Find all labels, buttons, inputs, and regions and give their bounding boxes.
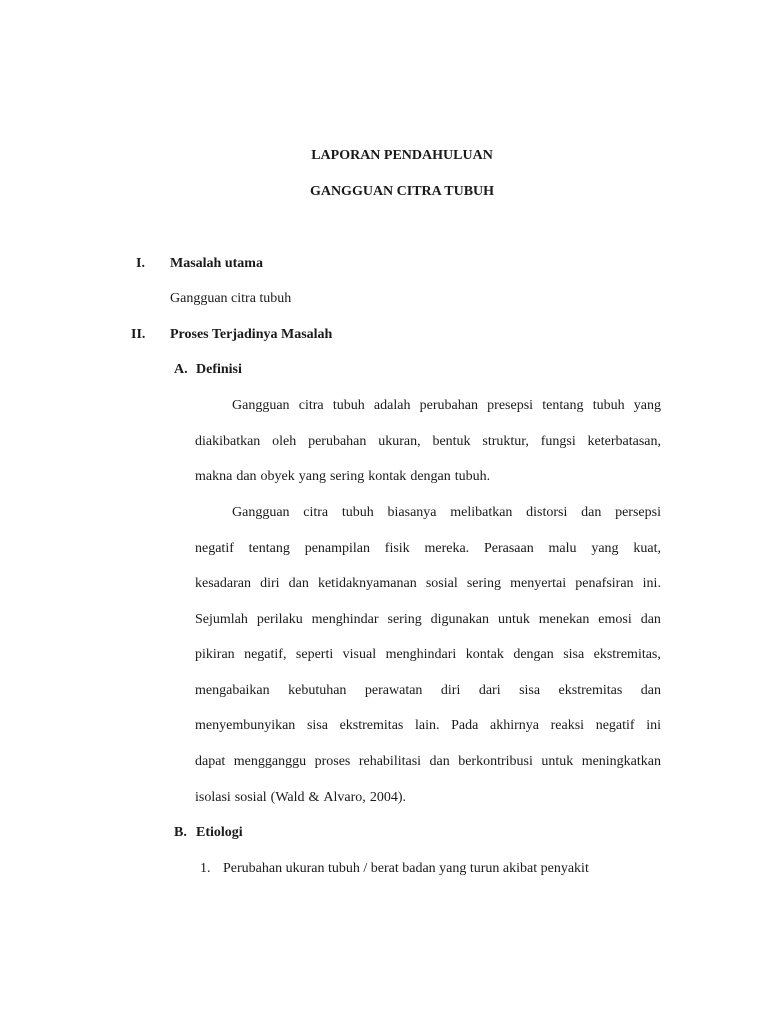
etiology-item-1-number: 1.: [200, 861, 211, 876]
paragraph-word: ukuran,: [378, 434, 421, 449]
paragraph-word: Perasaan: [483, 541, 534, 556]
paragraph-word: kebutuhan: [288, 683, 347, 698]
paragraph-word: fungsi: [540, 434, 576, 449]
definition-paragraph-2-line-1: [232, 505, 661, 521]
paragraph-word: tubuh: [341, 505, 374, 520]
paragraph-word: rehabilitasi: [358, 754, 422, 769]
paragraph-word: presepsi: [487, 398, 534, 413]
definition-paragraph-2-line-4: [195, 612, 661, 628]
subsection-b-label: B.: [174, 825, 187, 840]
paragraph-word: negatif,: [244, 647, 287, 662]
paragraph-word: melibatkan: [450, 505, 513, 520]
paragraph-word: yang: [298, 469, 326, 484]
definition-paragraph-2-line-8: [195, 754, 661, 770]
paragraph-word: menyembunyikan: [195, 718, 296, 733]
definition-paragraph-2-line-9: [195, 790, 661, 806]
paragraph-word: sosial: [425, 576, 458, 591]
definition-paragraph-2-line-6: [195, 683, 661, 699]
paragraph-word: dari: [478, 683, 501, 698]
paragraph-word: mereka.: [424, 541, 470, 556]
paragraph-word: sosial: [234, 790, 267, 805]
paragraph-word: yang: [633, 398, 661, 413]
paragraph-word: menghindari: [385, 647, 457, 662]
paragraph-word: dan: [640, 612, 661, 627]
paragraph-word: negatif: [595, 718, 635, 733]
paragraph-word: Pada: [451, 718, 479, 733]
paragraph-word: emosi: [598, 612, 632, 627]
paragraph-word: Gangguan: [232, 398, 290, 413]
paragraph-word: seperti: [295, 647, 334, 662]
definition-paragraph-1-line-2: [195, 434, 661, 450]
section-2-heading: Proses Terjadinya Masalah: [170, 327, 333, 342]
paragraph-word: tentang: [542, 398, 584, 413]
paragraph-word: dan: [429, 754, 450, 769]
paragraph-word: dan: [581, 505, 602, 520]
paragraph-word: lain.: [415, 718, 440, 733]
paragraph-word: sisa: [306, 718, 328, 733]
paragraph-word: distorsi: [526, 505, 568, 520]
paragraph-word: 2004).: [369, 790, 406, 805]
paragraph-word: adalah: [373, 398, 411, 413]
subsection-b-heading: Etiologi: [196, 825, 243, 840]
paragraph-word: proses: [314, 754, 351, 769]
paragraph-word: bentuk: [432, 434, 471, 449]
section-1-number: I.: [136, 256, 145, 271]
definition-paragraph-1-line-1: [232, 398, 661, 414]
paragraph-word: tubuh: [332, 398, 365, 413]
paragraph-word: malu: [548, 541, 577, 556]
paragraph-word: untuk: [497, 612, 530, 627]
paragraph-word: menghindar: [311, 612, 379, 627]
paragraph-word: dengan: [410, 469, 451, 484]
paragraph-word: mengganggu: [233, 754, 307, 769]
paragraph-word: ini.: [642, 576, 661, 591]
paragraph-word: keterbatasan,: [587, 434, 661, 449]
paragraph-word: dan: [288, 576, 309, 591]
paragraph-word: sisa: [519, 683, 541, 698]
paragraph-word: menyertai: [510, 576, 567, 591]
paragraph-word: isolasi: [195, 790, 231, 805]
paragraph-word: citra: [298, 398, 324, 413]
section-1-heading: Masalah utama: [170, 256, 263, 271]
paragraph-word: akhirnya: [490, 718, 539, 733]
paragraph-word: diri: [440, 683, 461, 698]
definition-paragraph-2-line-3: [195, 576, 661, 592]
definition-paragraph-1-line-3: [195, 469, 661, 485]
paragraph-word: kontak: [368, 469, 407, 484]
paragraph-word: mengabaikan: [195, 683, 270, 698]
definition-paragraph-2-line-7: [195, 718, 661, 734]
paragraph-word: penampilan: [304, 541, 370, 556]
paragraph-word: dapat: [195, 754, 226, 769]
paragraph-word: berkontribusi: [458, 754, 533, 769]
definition-paragraph-2-line-5: [195, 647, 661, 663]
paragraph-word: ini: [646, 718, 661, 733]
paragraph-word: oleh: [272, 434, 297, 449]
paragraph-word: dan: [236, 469, 257, 484]
subsection-a-label: A.: [174, 362, 188, 377]
paragraph-word: diri: [260, 576, 280, 591]
paragraph-word: pikiran: [195, 647, 235, 662]
paragraph-word: tubuh: [592, 398, 625, 413]
paragraph-word: Gangguan: [232, 505, 290, 520]
paragraph-word: kuat,: [633, 541, 661, 556]
paragraph-word: struktur,: [482, 434, 529, 449]
paragraph-word: ekstremitas,: [593, 647, 661, 662]
paragraph-word: sering: [329, 469, 365, 484]
paragraph-word: ekstremitas: [558, 683, 623, 698]
paragraph-word: kesadaran: [195, 576, 251, 591]
paragraph-word: negatif: [195, 541, 234, 556]
document-title: LAPORAN PENDAHULUAN: [311, 148, 493, 163]
paragraph-word: dan: [640, 683, 661, 698]
paragraph-word: digunakan: [430, 612, 489, 627]
paragraph-word: obyek: [260, 469, 295, 484]
paragraph-word: kontak: [465, 647, 504, 662]
section-1-content: Gangguan citra tubuh: [170, 291, 292, 306]
paragraph-word: tentang: [248, 541, 290, 556]
paragraph-word: perawatan: [364, 683, 423, 698]
paragraph-word: perubahan: [308, 434, 367, 449]
paragraph-word: (Wald: [270, 790, 305, 805]
section-2-number: II.: [131, 327, 146, 342]
paragraph-word: untuk: [541, 754, 574, 769]
paragraph-word: Alvaro,: [323, 790, 366, 805]
paragraph-word: persepsi: [615, 505, 661, 520]
paragraph-word: menekan: [538, 612, 590, 627]
paragraph-word: makna: [195, 469, 233, 484]
paragraph-word: visual: [342, 647, 377, 662]
paragraph-word: Sejumlah: [195, 612, 248, 627]
paragraph-word: reaksi: [550, 718, 585, 733]
paragraph-word: &: [308, 790, 320, 805]
paragraph-word: diakibatkan: [195, 434, 261, 449]
subsection-a-heading: Definisi: [196, 362, 242, 377]
paragraph-word: fisik: [384, 541, 410, 556]
etiology-item-1-text: Perubahan ukuran tubuh / berat badan yang turun akibat penyakit: [223, 861, 589, 876]
document-subtitle: GANGGUAN CITRA TUBUH: [309, 184, 495, 199]
paragraph-word: penafsiran: [575, 576, 634, 591]
paragraph-word: yang: [591, 541, 619, 556]
paragraph-word: biasanya: [387, 505, 437, 520]
paragraph-word: dengan: [513, 647, 554, 662]
paragraph-word: sering: [387, 612, 422, 627]
paragraph-word: ketidaknyamanan: [317, 576, 417, 591]
paragraph-word: ekstremitas: [339, 718, 404, 733]
paragraph-word: citra: [303, 505, 329, 520]
paragraph-word: perilaku: [256, 612, 303, 627]
paragraph-word: perubahan: [419, 398, 478, 413]
paragraph-word: tubuh.: [454, 469, 491, 484]
definition-paragraph-2-line-2: [195, 541, 661, 557]
paragraph-word: sering: [466, 576, 502, 591]
paragraph-word: sisa: [563, 647, 585, 662]
paragraph-word: meningkatkan: [581, 754, 661, 769]
